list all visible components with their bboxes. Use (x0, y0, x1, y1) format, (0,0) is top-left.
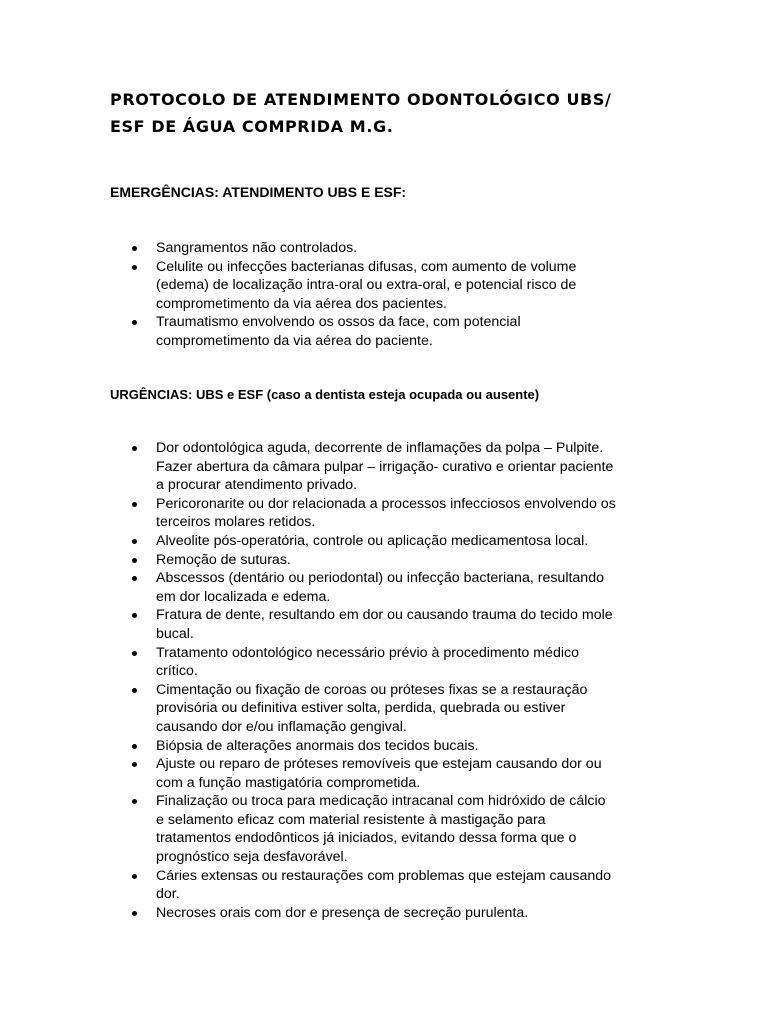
list-item-text-line: Traumatismo envolvendo os ossos da face, com potencial (156, 314, 521, 331)
list-item-text-line: Celulite ou infecções bacterianas difusas, com aumento de volume (156, 258, 577, 275)
title-line: PROTOCOLO DE ATENDIMENTO ODONTOLÓGICO UBS/ (110, 90, 612, 109)
list-item-text-line: Dor odontológica aguda, decorrente de inflamações da polpa – Pulpite. (156, 440, 604, 456)
list-item (110, 867, 670, 904)
bullet-icon (132, 651, 137, 656)
list-item (110, 569, 670, 606)
bullet-icon (132, 558, 137, 563)
list-item-text-line: Alveolite pós-operatória, controle ou aplicação medicamentosa local. (156, 532, 589, 549)
bullet-icon (132, 446, 137, 451)
list-item-text-line: em dor localizada e edema. (156, 588, 331, 605)
list-item (110, 904, 670, 923)
list-item-text-line: Tratamento odontológico necessário prévio à procedimento médico (156, 644, 579, 661)
list-item (110, 737, 670, 756)
list-item-text-line: tratamentos endodônticos já iniciados, evitando dessa forma que o (156, 830, 577, 847)
list-item-text-line: Cimentação ou fixação de coroas ou próteses fixas se a restauração (156, 681, 588, 698)
bullet-icon (132, 265, 137, 270)
list-item-text-line: prognóstico seja desfavorável. (156, 849, 348, 866)
list-item-text-line: Remoção de suturas. (156, 551, 291, 568)
list-item (110, 681, 670, 737)
bullet-icon (132, 911, 137, 916)
bullet-icon (132, 688, 137, 693)
bullet-icon (132, 246, 137, 251)
list-item (110, 313, 670, 350)
list-item-text-line: e selamento eficaz com material resistente à mastigação para (156, 811, 546, 828)
list-item (110, 532, 670, 551)
document-title (110, 86, 690, 140)
list-item (110, 644, 670, 681)
list-item-text-line: comprometimento da via aérea dos pacientes. (156, 295, 448, 312)
bullet-icon (132, 320, 137, 325)
list-item-text-line: Fratura de dente, resultando em dor ou causando trauma do tecido mole (156, 607, 613, 624)
list-item (110, 439, 670, 495)
list-item-text-line: Ajuste ou reparo de próteses removíveis que estejam causando dor ou (156, 756, 602, 773)
list-item (110, 755, 670, 792)
list-item-text-line: Sangramentos não controlados. (156, 240, 358, 256)
bullet-icon (132, 762, 137, 767)
bullet-icon (132, 539, 137, 544)
list-item-text-line: Finalização ou troca para medicação intracanal com hidróxido de cálcio (156, 793, 606, 810)
urgencias-list (110, 439, 670, 922)
list-item-text-line: provisória ou definitiva estiver solta, perdida, quebrada ou estiver (156, 700, 566, 717)
bullet-icon (132, 744, 137, 749)
list-item (110, 606, 670, 643)
list-item-text-line: terceiros molares retidos. (156, 514, 316, 531)
list-item (110, 495, 670, 532)
bullet-icon (132, 874, 137, 879)
list-item-text-line: Biópsia de alterações anormais dos tecidos bucais. (156, 737, 479, 754)
list-item-text-line: bucal. (156, 625, 194, 642)
urgencias-heading: URGÊNCIAS: UBS e ESF (caso a dentista esteja ocupada ou ausente) (110, 387, 540, 402)
emergencias-heading: EMERGÊNCIAS: ATENDIMENTO UBS E ESF: (110, 184, 407, 200)
list-item-text-line: Abscessos (dentário ou periodontal) ou infecção bacteriana, resultando (156, 570, 604, 587)
list-item-text-line: causando dor e/ou inflamação gengival. (156, 718, 407, 735)
bullet-icon (132, 576, 137, 581)
bullet-icon (132, 502, 137, 507)
title-line: ESF DE ÁGUA COMPRIDA M.G. (110, 117, 394, 136)
emergencias-list (110, 239, 670, 351)
list-item-text-line: com a função mastigatória comprometida. (156, 774, 421, 791)
list-item-text-line: Necroses orais com dor e presença de secreção purulenta. (156, 904, 529, 921)
list-item-text-line: Pericoronarite ou dor relacionada a processos infecciosos envolvendo os (156, 495, 616, 512)
list-item (110, 792, 670, 866)
bullet-icon (132, 799, 137, 804)
list-item-text-line: (edema) de localização intra-oral ou extra-oral, e potencial risco de (156, 277, 577, 294)
list-item (110, 239, 670, 258)
list-item (110, 258, 670, 314)
list-item-text-line: comprometimento da via aérea do paciente. (156, 332, 433, 349)
list-item-text-line: dor. (156, 886, 180, 903)
bullet-icon (132, 613, 137, 618)
list-item-text-line: a procurar atendimento privado. (156, 477, 358, 494)
list-item-text-line: crítico. (156, 663, 198, 680)
list-item (110, 551, 670, 570)
list-item-text-line: Cáries extensas ou restaurações com problemas que estejam causando (156, 867, 612, 884)
list-item-text-line: Fazer abertura da câmara pulpar – irrigação- curativo e orientar paciente (156, 458, 614, 475)
